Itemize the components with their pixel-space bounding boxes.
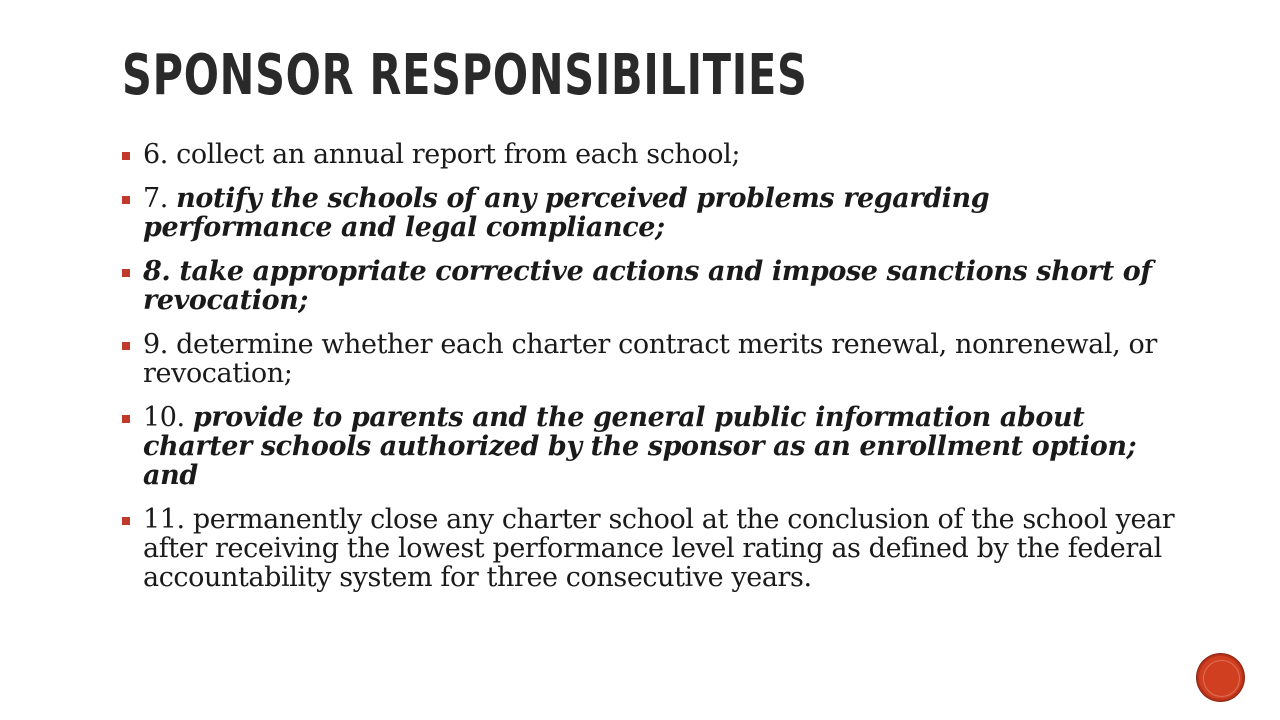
bullet-text: 7. xyxy=(143,183,177,214)
bullet-item-10 xyxy=(122,403,1182,490)
bullet-text: 11. permanently close any charter school at the conclusion of the school year after receiving the lowest performance level rating as defined by the federal accountability system for three consecutive years. xyxy=(143,504,1175,593)
square-bullet-icon xyxy=(122,342,130,350)
bullet-text: 10. xyxy=(143,402,193,433)
bullet-emphasis: 8. take appropriate corrective actions and impose sanctions short of revocation; xyxy=(143,256,1152,316)
square-bullet-icon xyxy=(122,517,130,525)
slide-title: SPONSOR RESPONSIBILITIES xyxy=(122,43,808,108)
square-bullet-icon xyxy=(122,269,130,277)
bullet-item-6 xyxy=(122,140,1182,169)
bullet-item-8 xyxy=(122,257,1182,315)
square-bullet-icon xyxy=(122,415,130,423)
bullet-item-9 xyxy=(122,330,1182,388)
square-bullet-icon xyxy=(122,196,130,204)
circle-nav-icon[interactable] xyxy=(1197,654,1244,701)
bullet-emphasis: notify the schools of any perceived problems regarding performance and legal compliance; xyxy=(143,183,990,243)
bullet-item-11 xyxy=(122,505,1182,592)
bullet-text: 6. collect an annual report from each school; xyxy=(143,139,741,170)
bullet-text: 9. determine whether each charter contract merits renewal, nonrenewal, or revocation; xyxy=(143,329,1157,389)
square-bullet-icon xyxy=(122,152,130,160)
bullet-list xyxy=(122,140,1182,607)
bullet-emphasis: provide to parents and the general public information about charter schools authorized by the sponsor as an enrollment option; and xyxy=(143,402,1137,491)
bullet-item-7 xyxy=(122,184,1182,242)
